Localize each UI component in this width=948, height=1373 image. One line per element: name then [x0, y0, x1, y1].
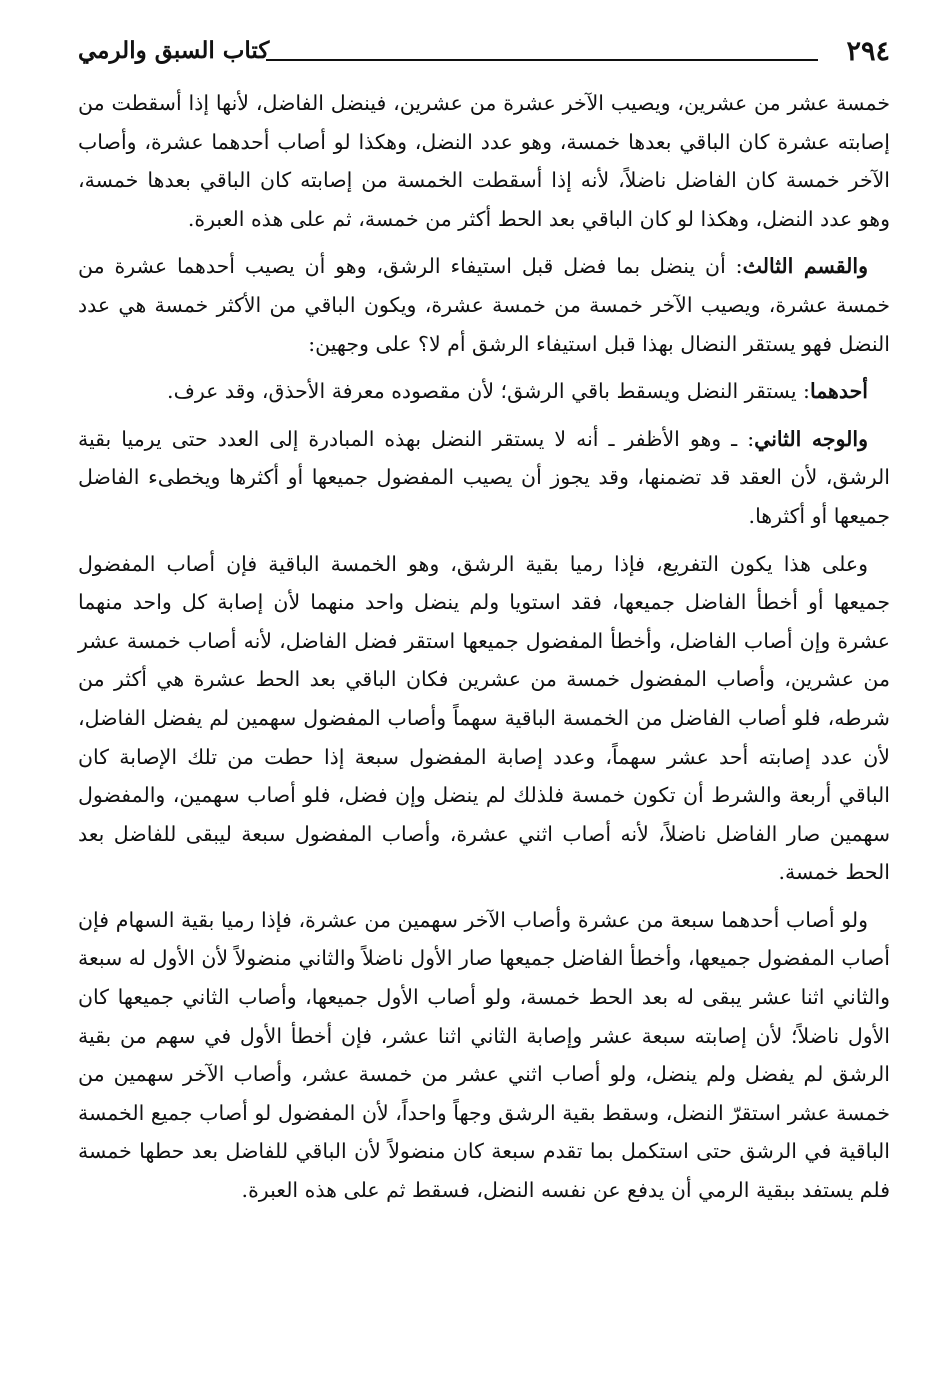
- paragraph: [78, 420, 890, 536]
- paragraph-text: : أن ينضل بما فضل قبل استيفاء الرشق، وهو أن يصيب أحدهما عشرة من خمسة عشرة، ويصيب الآخر خمسة من خمسة عشرة، ويكون الباقي من الأكثر خمسة هي عدد النضل فهو يستقر النضال بهذا قبل استيفاء الرشق أم لا؟ على وجهين:: [78, 254, 890, 356]
- page-body: [78, 84, 890, 1219]
- section-heading: أحدهما: [809, 379, 868, 404]
- paragraph-text: : يستقر النضل ويسقط باقي الرشق؛ لأن مقصوده معرفة الأحذق، وقد عرف.: [167, 379, 810, 404]
- section-heading: والقسم الثالث: [742, 254, 869, 279]
- header-rule: [266, 59, 818, 61]
- paragraph: [78, 84, 890, 238]
- section-heading: والوجه الثاني: [754, 426, 868, 451]
- paragraph-text: ولو أصاب أحدهما سبعة من عشرة وأصاب الآخر سهمين من عشرة، فإذا رميا بقية السهام فإن أصاب المفضول جميعها، وأخطأ الفاضل جميعها صار الأول ناضلاً والثاني منضولاً لأن الأول له سبعة والثاني اثنا عشر يبقى له بعد الحط خمسة، ولو أصاب الأول جميعها، وأصاب الثاني جميعها كان الأول ناضلاً؛ لأن إصابته سبعة عشر وإصابة الثاني اثنا عشر، فإن أخطأ الأول في سهم من بقية الرشق لم يفضل ولم ينضل، ولو أصاب اثني عشر من خمسة عشر، وأصاب الآخر سهمين من خمسة عشر استقرّ النضل، وسقط بقية الرشق وجهاً واحداً، لأن المفضول لو أصاب جميع الخمسة الباقية في الرشق حتى استكمل بما تقدم سبعة كان منضولاً لأن الباقي للفاضل بعد حطها خمسة فلم يستفد ببقية الرمي أن يدفع عن نفسه النضل، فسقط ثم على هذه العبرة.: [78, 907, 890, 1203]
- page-number: ٢٩٤: [846, 36, 890, 67]
- running-header: [78, 22, 890, 76]
- book-page: [78, 22, 890, 1352]
- paragraph-text: : ـ وهو الأظفر ـ أنه لا يستقر النضل بهذه المبادرة إلى العدد حتى يرميا بقية الرشق، لأن العقد قد تضمنها، وقد يجوز أن يصيب المفضول جميعها أو أكثرها ويخطىء الفاضل جميعها أو أكثرها.: [78, 426, 890, 528]
- book-title: كتاب السبق والرمي: [78, 37, 270, 64]
- paragraph-text: وعلى هذا يكون التفريع، فإذا رميا بقية الرشق، وهو الخمسة الباقية فإن أصاب المفضول جميعها أو أخطأ الفاضل جميعها، فقد استويا ولم ينضل واحد منهما لأن إصابة كل واحد منهما عشرة وإن أصاب الفاضل، وأخطأ المفضول جميعها استقر فضل الفاضل، لأنه أصاب خمسة عشر من عشرين، وأصاب المفضول خمسة من عشرين فكان الباقي بعد الحط عشرة هي أكثر من شرطه، فلو أصاب الفاضل من الخمسة الباقية سهماً وأصاب المفضول سهمين لم يفضل الفاضل، لأن عدد إصابته أحد عشر سهماً، وعدد إصابة المفضول سبعة إذا حطت من تلك الإصابة كان الباقي أربعة والشرط أن تكون خمسة فلذلك لم ينضل وإن فضل، فلو أصاب سهمين، والمفضول سهمين صار الفاضل ناضلاً، لأنه أصاب اثني عشرة، وأصاب المفضول سبعة ليبقى للفاضل بعد الحط خمسة.: [78, 551, 890, 885]
- paragraph: [78, 901, 890, 1210]
- paragraph: [78, 545, 890, 892]
- paragraph: [78, 247, 890, 363]
- paragraph: [78, 372, 890, 411]
- paragraph-text: خمسة عشر من عشرين، ويصيب الآخر عشرة من عشرين، فينضل الفاضل، لأنها إذا أسقطت من إصابته عشرة كان الباقي بعدها خمسة، وهو عدد النضل، وهكذا لو أصاب أحدهما عشرة، وأصاب الآخر خمسة كان الفاضل ناضلاً، لأنه إذا أسقطت الخمسة من إصابته كان الباقي بعدها خمسة، وهو عدد النضل، وهكذا لو كان الباقي بعد الحط أكثر من خمسة، ثم على هذه العبرة.: [78, 91, 890, 231]
